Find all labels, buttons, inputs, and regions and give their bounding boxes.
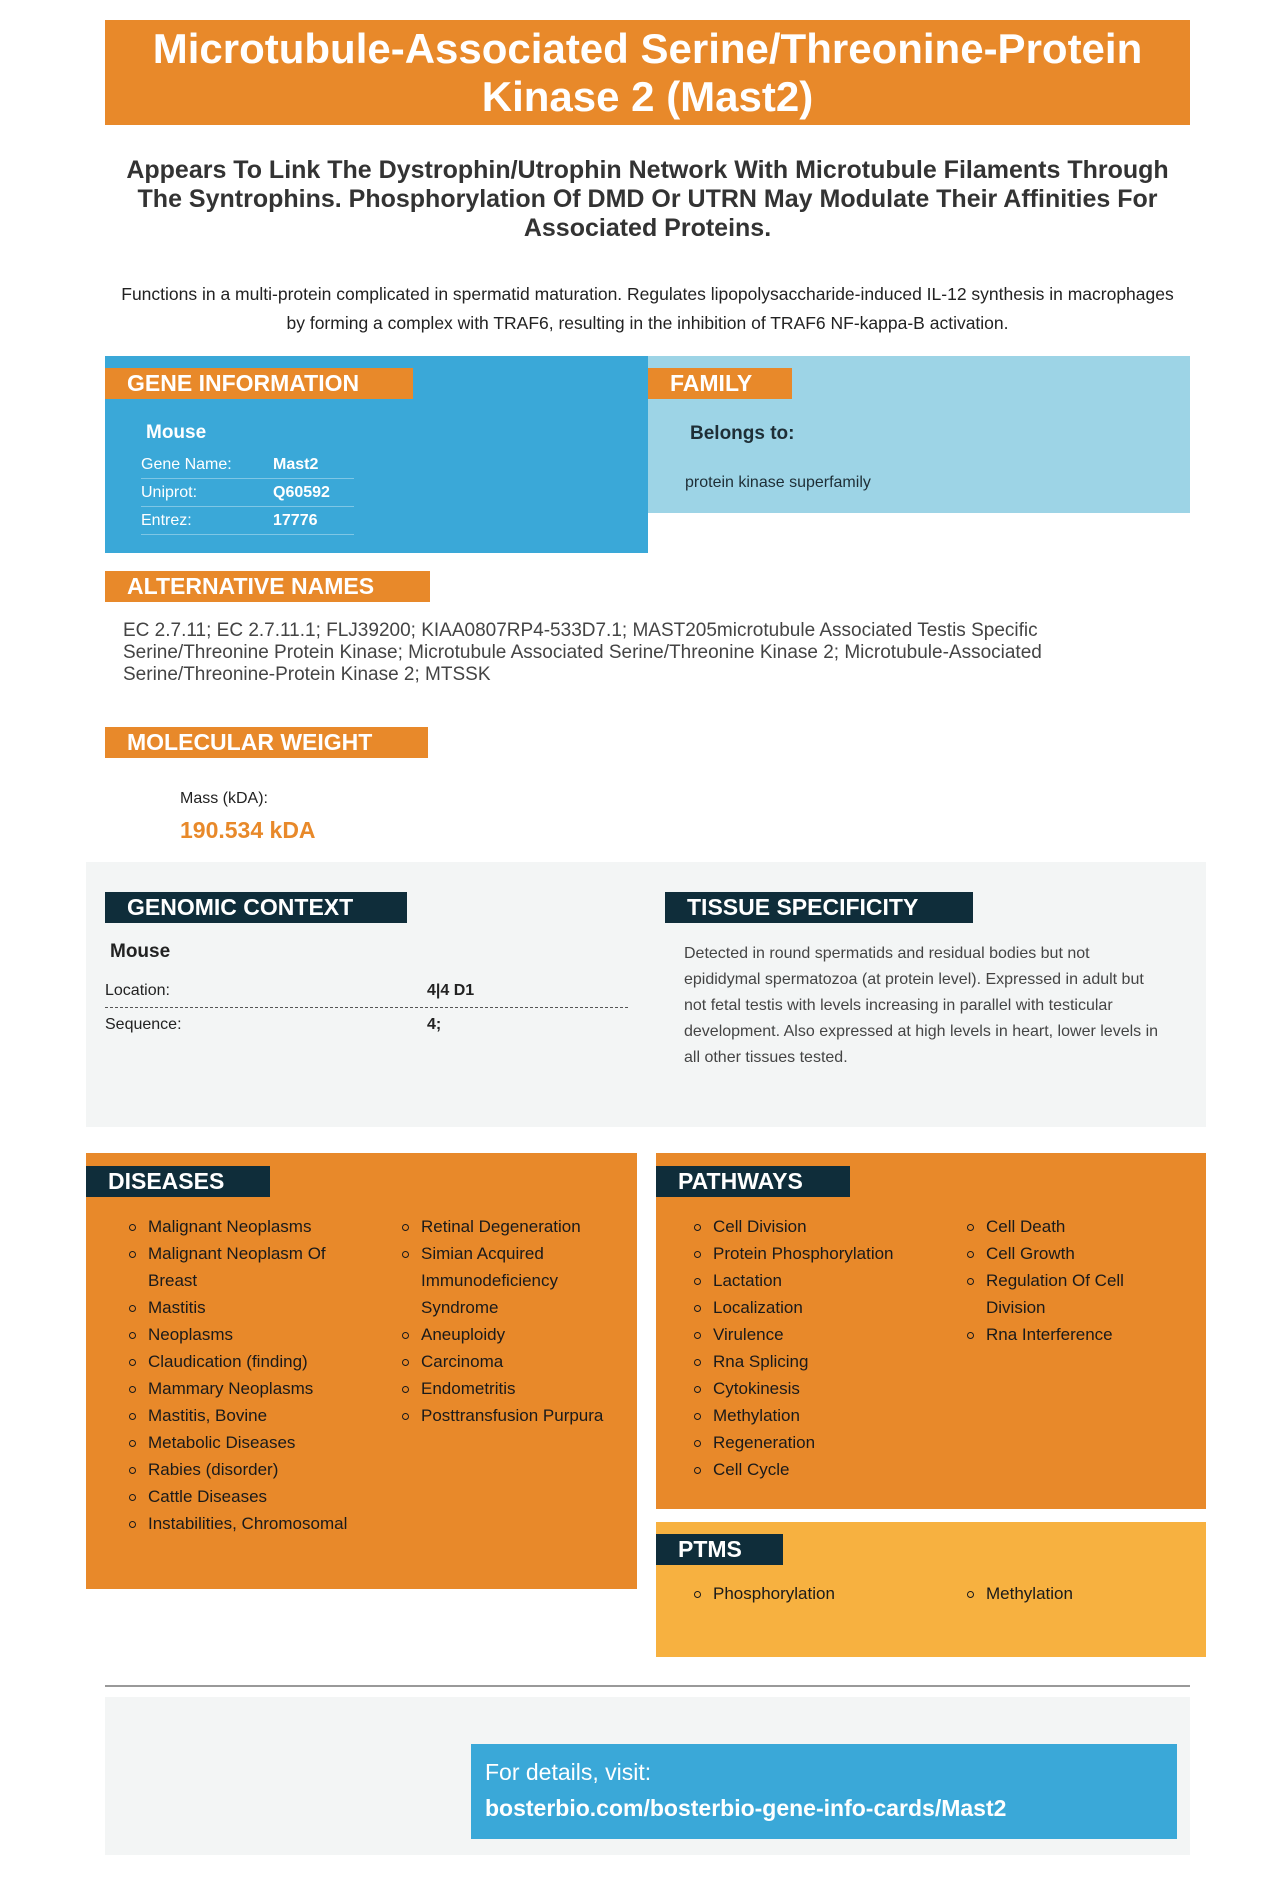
diseases-heading: DISEASES <box>86 1166 270 1197</box>
pathways-heading: PATHWAYS <box>656 1166 850 1197</box>
summary-heading: Appears To Link The Dystrophin/Utrophin Network With Microtubule Filaments Through The Syntrophins. Phosphorylation Of DMD Or UTRN May Modulate Their Affinities For Associated Proteins. <box>126 156 1169 242</box>
list-item: Malignant Neoplasms <box>129 1213 354 1240</box>
list-item: Phosphorylation <box>694 1580 934 1607</box>
list-item: Cell Growth <box>967 1240 1167 1267</box>
list-item: Protein Phosphorylation <box>694 1240 934 1267</box>
footer-divider <box>105 1685 1190 1687</box>
list-item: Methylation <box>694 1402 934 1429</box>
mass-value: 190.534 kDA <box>180 817 316 843</box>
list-item: Retinal Degeneration <box>402 1213 617 1240</box>
family-heading: FAMILY <box>648 368 792 399</box>
list-item: Neoplasms <box>129 1321 354 1348</box>
uniprot-row: Uniprot: Q60592 <box>141 479 354 507</box>
list-item: Cytokinesis <box>694 1375 934 1402</box>
details-link-box[interactable] <box>471 1744 1177 1839</box>
list-item: Simian Acquired Immunodeficiency Syndrome <box>402 1240 617 1321</box>
list-item: Metabolic Diseases <box>129 1429 354 1456</box>
gene-info-table <box>141 451 354 535</box>
list-item: Cattle Diseases <box>129 1483 354 1510</box>
list-item: Lactation <box>694 1267 934 1294</box>
pathways-list-col2 <box>967 1213 1167 1348</box>
family-value: protein kinase superfamily <box>685 474 871 491</box>
alternative-names-heading: ALTERNATIVE NAMES <box>105 571 430 602</box>
list-item: Cell Cycle <box>694 1456 934 1483</box>
list-item: Aneuploidy <box>402 1321 617 1348</box>
list-item: Rabies (disorder) <box>129 1456 354 1483</box>
entrez-row: Entrez: 17776 <box>141 507 354 535</box>
list-item: Rna Splicing <box>694 1348 934 1375</box>
gene-name-row: Gene Name: Mast2 <box>141 451 354 479</box>
function-description: Functions in a multi-protein complicated in spermatid maturation. Regulates lipopolysaccharide-induced IL-12 synthesis in macrophages by forming a complex with TRAF6, resulting in the inhibition of TRAF6 NF-kappa-B activation. <box>121 284 1174 333</box>
list-item: Endometritis <box>402 1375 617 1402</box>
tissue-specificity-heading: TISSUE SPECIFICITY <box>665 892 973 923</box>
list-item: Carcinoma <box>402 1348 617 1375</box>
list-item: Cell Division <box>694 1213 934 1240</box>
gene-info-heading: GENE INFORMATION <box>105 368 413 399</box>
molecular-weight-heading: MOLECULAR WEIGHT <box>105 727 428 758</box>
list-item: Mastitis <box>129 1294 354 1321</box>
genomic-context-heading: GENOMIC CONTEXT <box>105 892 407 923</box>
alternative-names-text: EC 2.7.11; EC 2.7.11.1; FLJ39200; KIAA0807RP4-533D7.1; MAST205microtubule Associated Testis Specific Serine/Threonine Protein Kinase; Microtubule Associated Serine/Threonine Kinase 2; Microtubule-Associated Serine/Threonine-Protein Kinase 2; MTSSK <box>123 620 1042 685</box>
gene-info-species: Mouse <box>146 422 207 443</box>
list-item: Instabilities, Chromosomal <box>129 1510 354 1537</box>
ptms-heading: PTMS <box>656 1534 783 1565</box>
list-item: Mammary Neoplasms <box>129 1375 354 1402</box>
page-title: Microtubule-Associated Serine/Threonine-Protein Kinase 2 (Mast2) <box>105 20 1190 125</box>
location-row: Location: 4|4 D1 <box>105 974 628 1008</box>
ptms-list-col1 <box>694 1580 934 1607</box>
list-item: Mastitis, Bovine <box>129 1402 354 1429</box>
pathways-list-col1 <box>694 1213 934 1483</box>
details-label: For details, visit: <box>485 1759 652 1785</box>
list-item: Regeneration <box>694 1429 934 1456</box>
list-item: Virulence <box>694 1321 934 1348</box>
diseases-list-col1 <box>129 1213 354 1537</box>
family-belongs-label: Belongs to: <box>690 423 795 444</box>
list-item: Cell Death <box>967 1213 1167 1240</box>
details-url-link[interactable]: bosterbio.com/bosterbio-gene-info-cards/Mast2 <box>485 1795 1007 1821</box>
list-item: Regulation Of Cell Division <box>967 1267 1167 1321</box>
list-item: Malignant Neoplasm Of Breast <box>129 1240 354 1294</box>
list-item: Claudication (finding) <box>129 1348 354 1375</box>
sequence-row: Sequence: 4; <box>105 1016 442 1033</box>
tissue-specificity-text: Detected in round spermatids and residual bodies but not epididymal spermatozoa (at protein level). Expressed in adult but not fetal testis with levels increasing in parallel with testicular development. Also expressed at high levels in heart, lower levels in all other tissues tested. <box>684 945 1159 1066</box>
mass-label: Mass (kDA): <box>180 790 268 807</box>
diseases-list-col2 <box>402 1213 617 1429</box>
list-item: Methylation <box>967 1580 1167 1607</box>
list-item: Rna Interference <box>967 1321 1167 1348</box>
list-item: Localization <box>694 1294 934 1321</box>
genomic-context-species: Mouse <box>110 941 171 962</box>
list-item: Posttransfusion Purpura <box>402 1402 617 1429</box>
ptms-list-col2 <box>967 1580 1167 1607</box>
